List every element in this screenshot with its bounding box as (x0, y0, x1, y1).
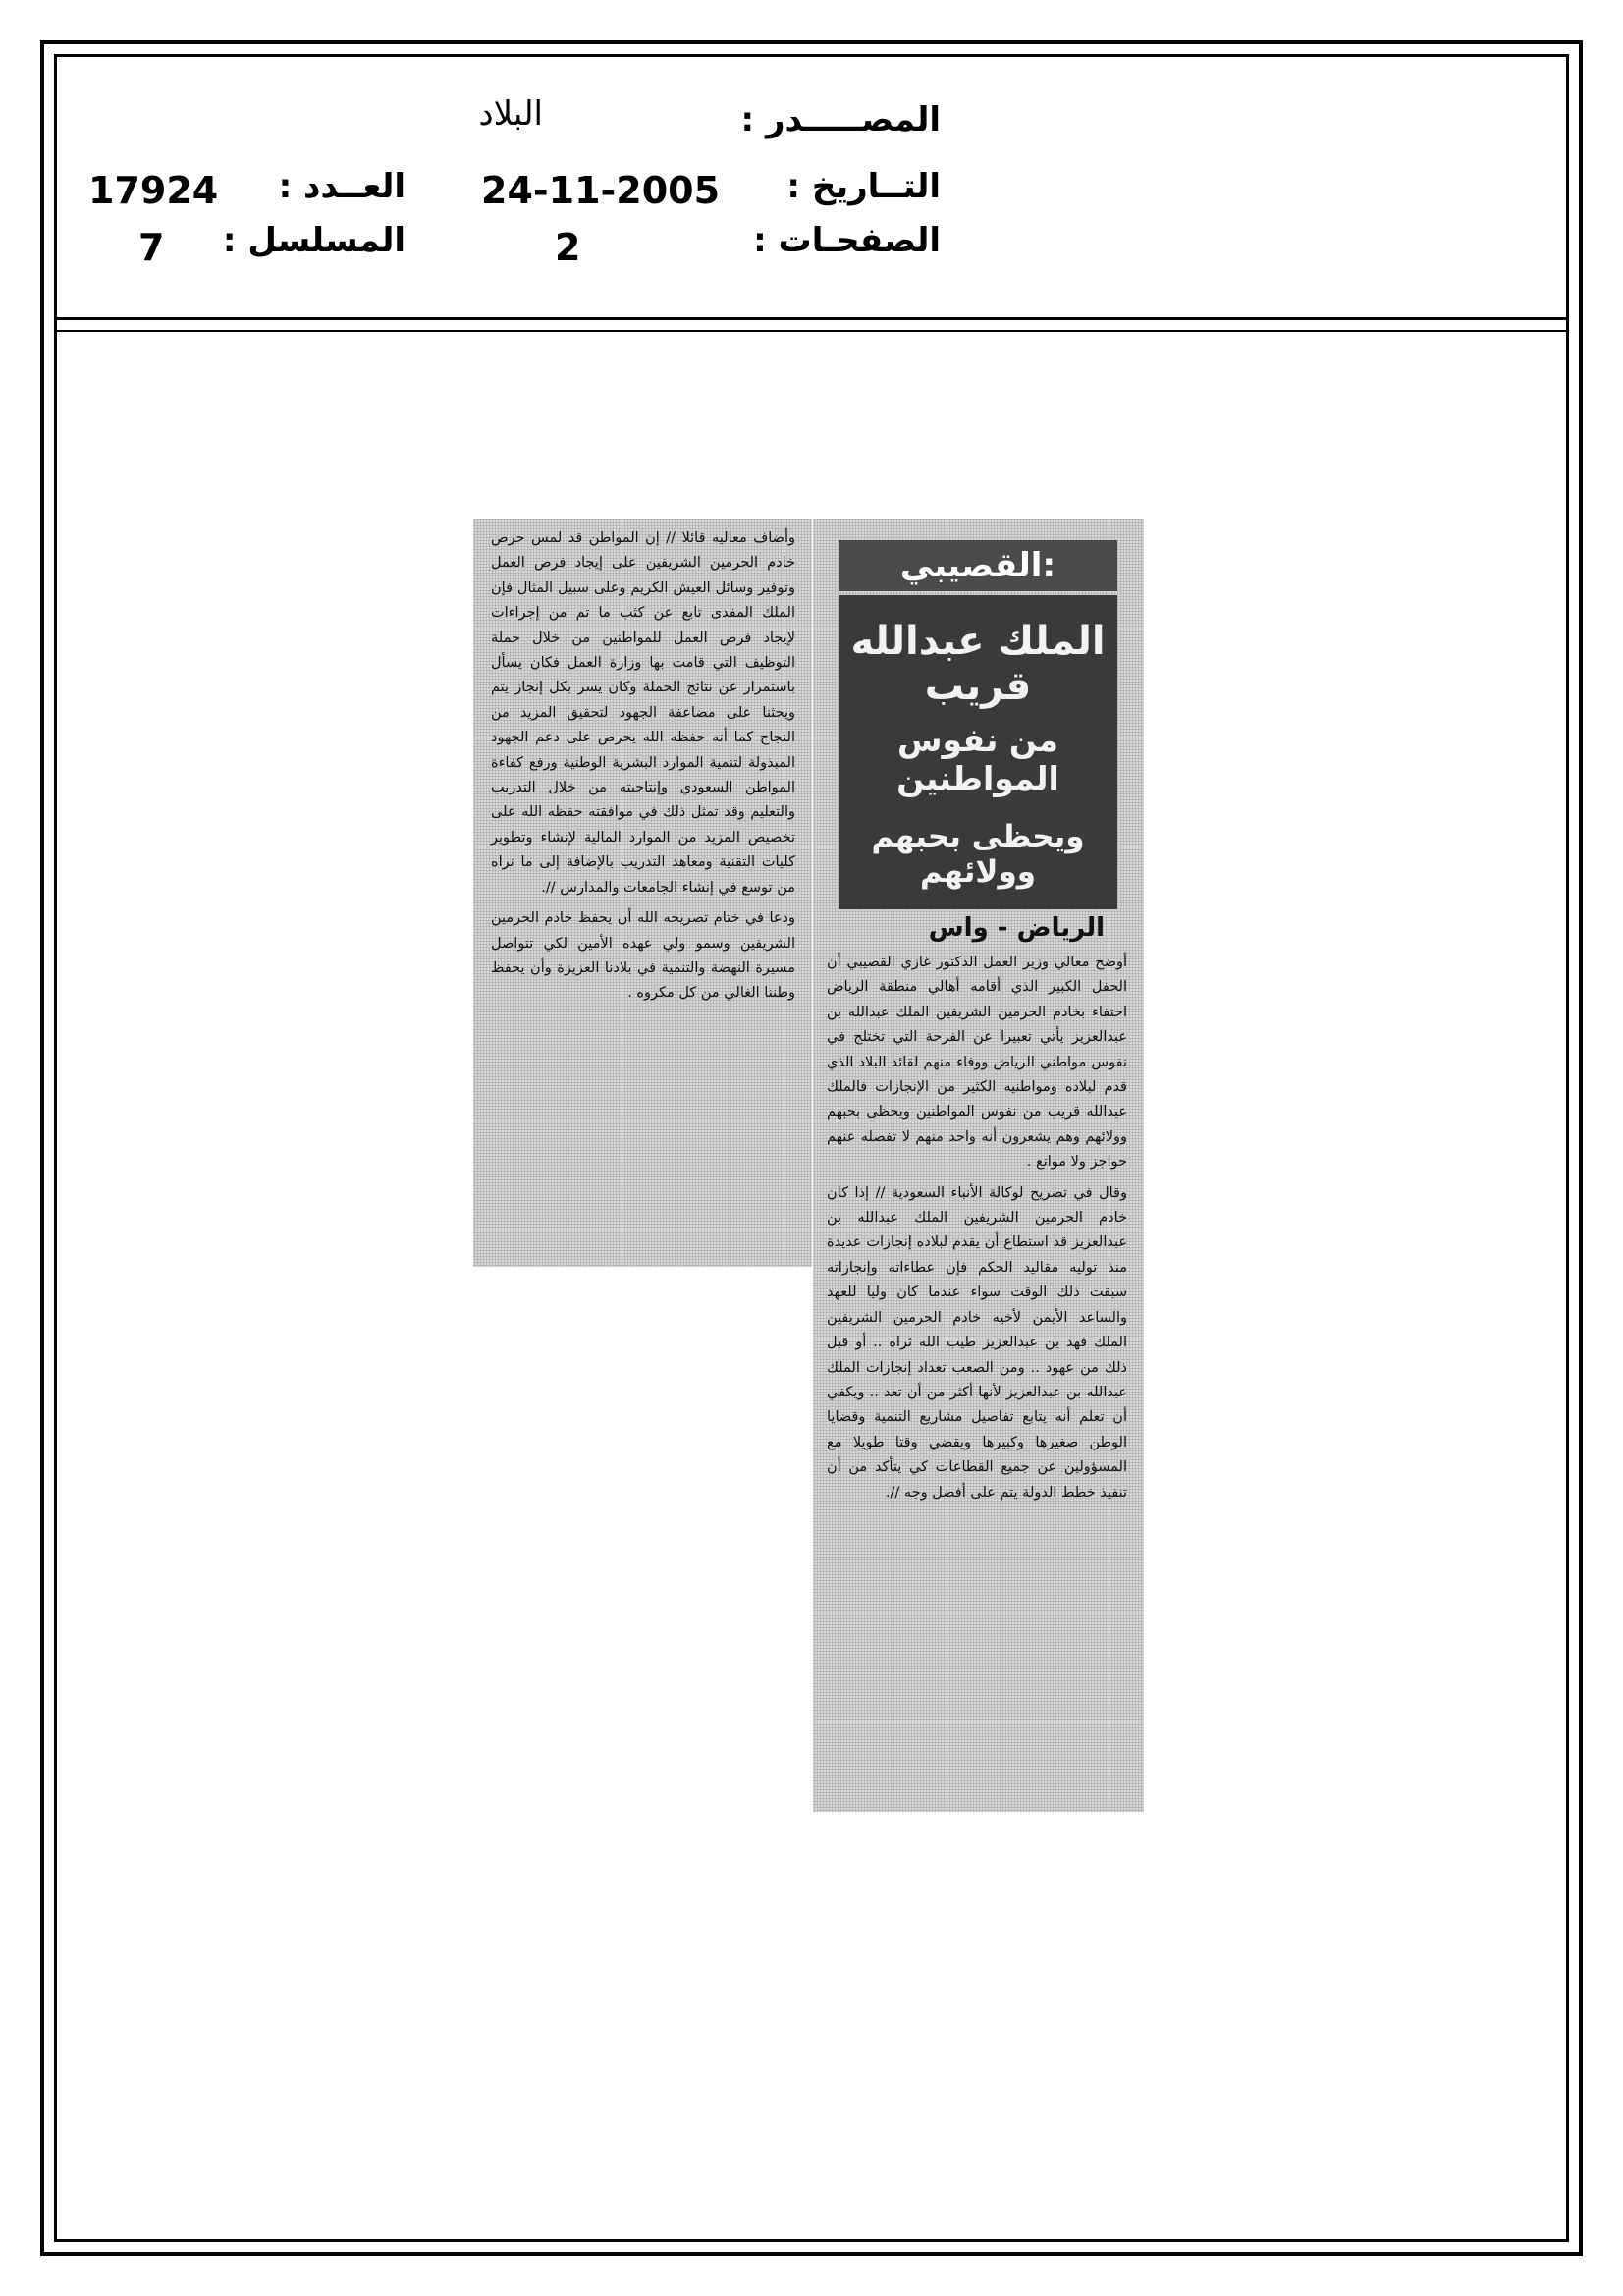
headline-box (839, 595, 1117, 909)
pages-label: الصفحـات : (753, 221, 941, 260)
issue-label: العــدد : (278, 167, 406, 206)
clipping-right-column (813, 519, 1144, 1812)
issue-value: 17924 (88, 169, 219, 212)
date-value: 24-11-2005 (481, 169, 721, 212)
date-label: التــاريخ : (786, 167, 941, 206)
left-paragraph-1: وأضاف معاليه قائلا // إن المواطن قد لمس حرص خادم الحرمين الشريفين على إيجاد فرص العمل وتوفير وسائل العيش الكريم وعلى سبيل المثال فإن الملك المفدى تابع عن كثب ما تم من إجراءات لإيجاد فرص العمل للمواطنين من خلال حملة التوظيف التي قامت بها وزارة العمل فكان يسأل باستمرار عن نتائج الحملة وكان يسر بكل إنجاز يتم ويحثنا على مضاعفة الجهود لتحقيق المزيد من النجاح كما أنه حفظه الله يحرص على دعم الجهود المبذولة لتنمية الموارد البشرية الوطنية ورفع كفاءة المواطن السعودي وإنتاجيته من خلال التدريب والتعليم وقد تمثل ذلك في موافقته حفظه الله على تخصيص المزيد من الموارد المالية لإنشاء وتطوير كليات التقنية ومعاهد التدريب بالإضافة إلى ما نراه من توسع في إنشاء الجامعات والمدارس //. (491, 530, 795, 896)
source-label: المصـــــدر : (740, 100, 941, 139)
pages-value: 2 (555, 226, 581, 269)
article-right-text (827, 951, 1127, 1511)
serial-label: المسلسل : (222, 221, 406, 260)
header-divider-thin (54, 330, 1569, 332)
article-dateline: الرياض - واس (928, 913, 1105, 943)
clipping-left-column (473, 519, 812, 1267)
headline-line-3: ويحظى بحبهم وولائهم (871, 819, 1085, 890)
article-kicker: القصيبي: (839, 540, 1117, 591)
serial-value: 7 (138, 226, 165, 269)
article-left-text (491, 526, 795, 1012)
headline-line-2: من نفوس المواطنين (896, 721, 1059, 797)
left-paragraph-2: ودعا في ختام تصريحه الله أن يحفظ خادم الحرمين الشريفين وسمو ولي عهده الأمين لكي تتواصل مسيرة النهضة والتنمية في بلادنا العزيزة وأن يحفظ وطننا الغالي من كل مكروه . (491, 910, 795, 1002)
headline-line-1: الملك عبدالله قريب (850, 619, 1106, 709)
header-divider (54, 317, 1569, 320)
right-paragraph-1: أوضح معالي وزير العمل الدكتور غازي القصيبي أن الحفل الكبير الذي أقامه أهالي منطقة الرياض احتفاء بخادم الحرمين الشريفين الملك عبدالله بن عبدالعزيز يأتي تعبيرا عن الفرحة التي تختلج في نفوس مواطني الرياض ووفاء منهم لقائد البلاد الذي قدم لبلاده ومواطنيه الكثير من الإنجازات فالملك عبدالله قريب من نفوس المواطنين ويحظى بحبهم وولائهم وهم يشعرون أنه واحد منهم لا تفصله عنهم حواجز ولا موانع . (827, 955, 1127, 1171)
right-paragraph-2: وقال في تصريح لوكالة الأنباء السعودية // إذا كان خادم الحرمين الشريفين الملك عبدالله بن عبدالعزيز قد استطاع أن يقدم لبلاده إنجازات عديدة منذ توليه مقاليد الحكم فإن عطاءاته وإنجازاته سبقت ذلك الوقت سواء عندما كان وليا للعهد والساعد الأيمن لأخيه خادم الحرمين الشريفين الملك فهد بن عبدالعزيز طيب الله ثراه .. أو قبل ذلك من عهود .. ومن الصعب تعداد إنجازات الملك عبدالله بن عبدالعزيز لأنها أكثر من أن تعد .. ويكفي أن تعلم أنه يتابع تفاصيل مشاريع التنمية وقضايا الوطن صغيرها وكبيرها ويقضي وقتا طويلا مع المسؤولين عن جميع القطاعات كي يتأكد من أن تنفيذ خطط الدولة يتم على أفضل وجه //. (827, 1184, 1127, 1501)
source-value: البلاد (478, 94, 543, 134)
